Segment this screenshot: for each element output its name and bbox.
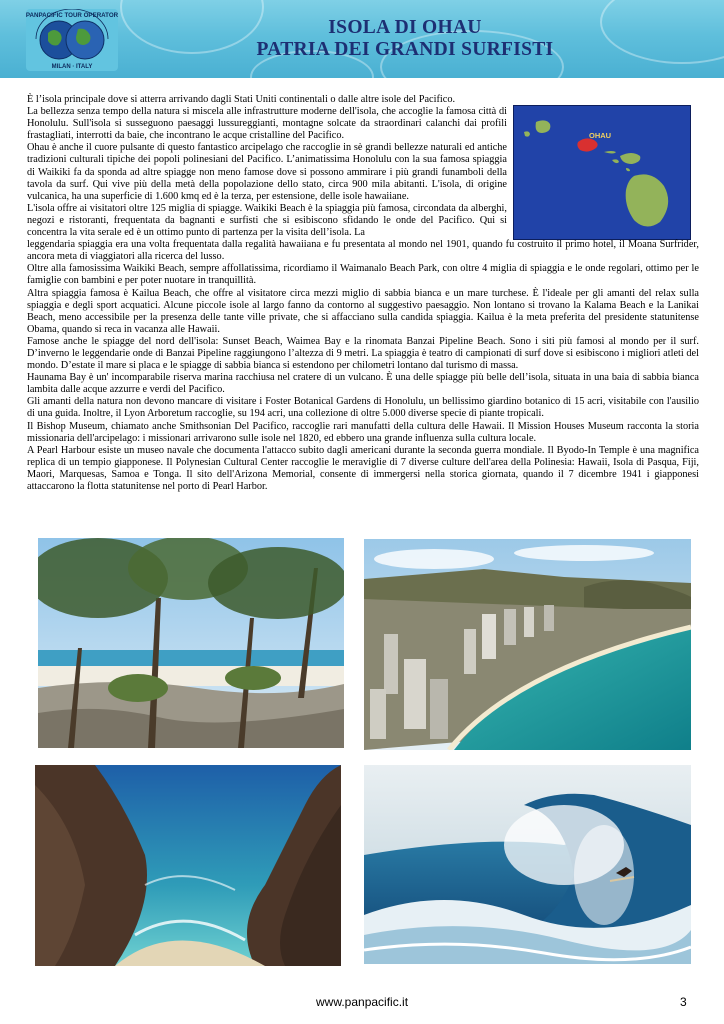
paragraph: Gli amanti della natura non devono mancare di visitare i Foster Botanical Gardens di Honolulu, un bellissimo giardino botanico di 15 acri, visitabile con l'ausilio di una guida. Inoltre, il Lyon Arboretum raccoglie, su 194 acri, una collezione di oltre 5.000 diverse specie di piante tropicali.	[27, 396, 699, 420]
logo-text-bottom: MILAN · ITALY	[51, 64, 93, 70]
logo-text-top: PANPACIFIC TOUR OPERATOR	[26, 12, 118, 19]
photo-halona-cove	[35, 765, 341, 966]
page-title	[180, 17, 630, 61]
paragraph: leggendaria spiaggia era una volta frequentata dalla regalità hawaiiana e fu presentata al mondo nel 1901, quando fu costruito il primo hotel, il Moana Surfrider, ancora meta di viaggiatori alla ricerca del lusso.	[27, 239, 699, 263]
article-narrow-column	[27, 94, 507, 239]
paragraph: A Pearl Harbour esiste un museo navale che documenta l'attacco subito dagli americani durante la seconda guerra mondiale. Il Byodo-In Temple è una magnifica replica di un tempio giapponese. Il Polynesian Cultural Center raccoglie le meraviglie di 7 diverse culture dell'area della Polinesia: Hawaii, Isola di Pasqua, Fiji, Maori, Marquesas, Samoa e Tonga. Il sito dell'Arizona Memorial, consente di immergersi nella storica giornata, quando il 7 dicembre 1941 i giapponesi attaccarono la flotta statunitense nel porto di Pearl Harbor.	[27, 444, 699, 492]
paragraph: Il Bishop Museum, chiamato anche Smithsonian Del Pacifico, raccoglie rari manufatti della cultura delle Hawaii. Il Mission Houses Museum racconta la storia missionaria dell'arcipelago: i missionari arrivarono sulle isole nel 1820, ed ebbero una grande influenza sulla cultura locale.	[27, 420, 699, 444]
title-line-1: ISOLA DI OHAU	[328, 17, 482, 38]
photo-waikiki-aerial	[364, 539, 691, 750]
paragraph: Altra spiaggia famosa è Kailua Beach, che offre al visitatore circa mezzi miglio di sabbia bianca e un mare turchese. È l'ideale per gli amanti del relax sulla spiaggia e degli sport acquatici. Alcune piccole isole al largo fanno da contorno al suggestivo paesaggio. Non lontano si trovano la Kalama Beach e la Lanikai Beach, meno accessibile per la presenza delle tante ville private, che si affacciano sulla candida spiaggia. Kailua è la meta preferita del presidente statunitense Obama, quando si reca in vacanza alle Hawaii.	[27, 287, 699, 335]
map-label-ohau: OHAU	[589, 131, 612, 140]
paragraph: Oltre alla famosissima Waikiki Beach, sempre affollatissima, ricordiamo il Waimanalo Beach Park, con oltre 4 miglia di spiaggia e le onde regolari, ottimo per le famiglie con bambini e per poter nuotare in tranquillità.	[27, 263, 699, 287]
title-line-2: PATRIA DEI GRANDI SURFISTI	[256, 39, 554, 60]
footer-website-link[interactable]: www.panpacific.it	[316, 995, 409, 1009]
article-body	[27, 94, 699, 493]
paragraph: Famose anche le spiagge del nord dell'isola: Sunset Beach, Waimea Bay e la rinomata Banzai Pipeline Beach. Sono i siti più famosi al mondo per il surf. D’inverno le leggendarie onde di Banzai Pipeline raggiungono l’altezza di 9 metri. La spiaggia è teatro di campionati di surf dove si esibiscono i migliori atleti del mondo. D’estate il mare si placa e le spiagge di sabbia bianca si estendono per chilometri lontano dal turismo di massa.	[27, 335, 699, 372]
photo-beach-trees	[38, 538, 344, 748]
paragraph: È l’isola principale dove si atterra arrivando dagli Stati Uniti continentali o dalle altre isole del Pacifico.	[27, 94, 456, 105]
page-number: 3	[680, 995, 687, 1009]
header-banner	[0, 0, 724, 78]
photo-big-wave-surfer	[364, 765, 691, 964]
paragraph: L'isola offre ai visitatori oltre 125 miglia di spiagge. Waikiki Beach è la spiaggia più famosa, circondata da alberghi, negozi e ristoranti, frequentata da bagnanti e surfisti che si esibiscono sfidando le onde del Pacifico. Qui si concentra la vita serale ed è un ottimo punto di partenza per la visita dell’isola. La	[27, 202, 507, 239]
panpacific-logo	[26, 9, 118, 71]
paragraph: La bellezza senza tempo della natura si miscela alle infrastrutture moderne dell'isola, che accoglie la famosa città di Honolulu. Sull'isola si susseguono paesaggi lussureggianti, montagne solcate da straordinari calanchi dai profili frastagliati, interrotti da baie, che incontrano le acque cristalline del Pacifico.	[27, 106, 507, 142]
paragraph: Haunama Bay è un' incomparabile riserva marina racchiusa nel cratere di un vulcano. È una delle spiagge più belle dell’isola, situata in una baia di sabbia bianca lambita dalle acque azzurre e verdi del Pacifico.	[27, 372, 699, 396]
paragraph: Ohau è anche il cuore pulsante di questo fantastico arcipelago che raccoglie in sè grandi bellezze naturali ed antiche tradizioni culturali tipiche dei popoli polinesiani del Pacifico. L’animatissima Honolulu con la sua famosa spiaggia di Waikiki fa da sponda ad altre spiagge non meno famose dove si possono ammirare i più grandi funamboli della tavola da surf. Qui vive più della metà della popolazione dello stato, circa 900 mila abitanti. L'isola, di origine vulcanica, ha una superficie di 1.600 kmq ed è la terza, per estensione, delle isole hawaiiane.	[27, 142, 507, 202]
